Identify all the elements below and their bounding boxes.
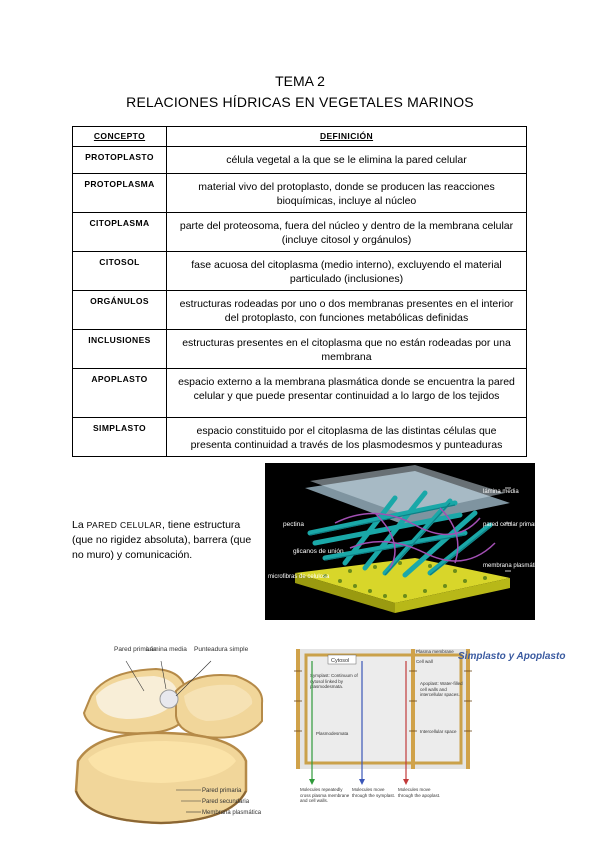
label-membrana-side: Membrana plasmática bbox=[202, 810, 262, 816]
apoplast-description: Apoplast: Water-filled cell walls and intercellular spaces. bbox=[420, 681, 463, 697]
label-lamina-media-top: Lámina media bbox=[146, 646, 187, 653]
label-plasmodesmata: Plasmodesmata bbox=[316, 731, 349, 736]
symplast-description: Symplast: Continuum of cytosol linked by plasmodesmata. bbox=[310, 673, 358, 689]
table-row bbox=[73, 213, 527, 252]
definition-cell: estructuras rodeadas por uno o dos membranas presentes en el interior del protoplasto, con funciones metabólicas definidas bbox=[167, 291, 527, 330]
concept-cell: PROTOPLASMA bbox=[73, 174, 167, 213]
definition-cell: fase acuosa del citoplasma (medio interno), excluyendo el material particulado (inclusiones) bbox=[167, 252, 527, 291]
concept-cell: CITOSOL bbox=[73, 252, 167, 291]
bottom-label-2: Molecules move through the symplast. bbox=[352, 787, 396, 798]
page-title: TEMA 2 bbox=[275, 73, 325, 89]
plasma-membrane-layer bbox=[295, 558, 510, 603]
table-row bbox=[73, 291, 527, 330]
paragraph-term: PARED CELULAR bbox=[86, 520, 163, 530]
label-punteadura: Punteadura simple bbox=[194, 646, 249, 653]
definition-cell: estructuras presentes en el citoplasma que no están rodeadas por una membrana bbox=[167, 330, 527, 369]
definitions-table bbox=[72, 126, 527, 457]
bottom-label-1: Molecules repeatedly cross plasma membrane and cell walls. bbox=[300, 787, 350, 803]
label-pared-secundaria: Pared secundaria bbox=[202, 799, 250, 805]
table-row bbox=[73, 369, 527, 418]
concept-cell: CITOPLASMA bbox=[73, 213, 167, 252]
label-microfibras: microfibras de celulosa bbox=[268, 574, 330, 580]
label-pectina: pectina bbox=[283, 521, 304, 528]
header-definition: DEFINICIÓN bbox=[167, 127, 527, 147]
paragraph-rest: , tiene estructura (que no rigidez absoluta), barrera (que no muro) y comunicación. bbox=[72, 519, 252, 561]
pit-sphere bbox=[160, 690, 178, 708]
page-subtitle: RELACIONES HÍDRICAS EN VEGETALES MARINOS bbox=[126, 94, 474, 110]
table-header-row bbox=[73, 127, 527, 147]
definition-cell: célula vegetal a la que se le elimina la pared celular bbox=[167, 147, 527, 174]
table-row bbox=[73, 252, 527, 291]
definition-cell: espacio externo a la membrana plasmática donde se encuentra la pared celular y que puede presentar continuidad a lo largo de los tejidos bbox=[167, 369, 527, 418]
header-concept: CONCEPTO bbox=[73, 127, 167, 147]
table-row bbox=[73, 418, 527, 457]
bottom-label-3: Molecules move through the apoplast. bbox=[398, 787, 441, 798]
concept-cell: INCLUSIONES bbox=[73, 330, 167, 369]
symplast-apoplast-diagram bbox=[288, 641, 566, 823]
table-row bbox=[73, 174, 527, 213]
label-membrana-plasmatica: membrana plasmática bbox=[483, 563, 543, 569]
concept-cell: PROTOPLASTO bbox=[73, 147, 167, 174]
label-pared-primaria: pared celular primaria bbox=[483, 522, 542, 528]
label-glicanos: glicanos de unión bbox=[293, 548, 344, 555]
concept-cell: APOPLASTO bbox=[73, 369, 167, 418]
definition-cell: espacio constituido por el citoplasma de las distintas células que presenta continuidad a través de los plasmodesmos y punteaduras bbox=[167, 418, 527, 457]
label-cell-wall: Cell wall bbox=[416, 659, 433, 664]
paragraph-prefix: La bbox=[72, 519, 87, 531]
concept-cell: ORGÁNULOS bbox=[73, 291, 167, 330]
concept-cell: SIMPLASTO bbox=[73, 418, 167, 457]
cell-pits-diagram bbox=[66, 641, 271, 831]
label-lamina-media: lámina media bbox=[483, 489, 519, 495]
table-row bbox=[73, 147, 527, 174]
label-pared-primaria-side: Pared primaria bbox=[202, 788, 242, 794]
label-pared-primaria-top: Pared primaria bbox=[114, 646, 157, 653]
definition-cell: material vivo del protoplasto, donde se producen las reacciones bioquímicas, incluye al núcleo bbox=[167, 174, 527, 213]
label-cytosol: Cytosol bbox=[331, 658, 350, 664]
cell-wall-paragraph bbox=[72, 518, 262, 563]
definition-cell: parte del proteosoma, fuera del núcleo y dentro de la membrana celular (incluye citosol y orgánulos) bbox=[167, 213, 527, 252]
label-simplasto: Simplasto y Apoplasto bbox=[458, 651, 566, 662]
label-plasma-membrane: Plasma membrane bbox=[416, 649, 454, 654]
table-row bbox=[73, 330, 527, 369]
cell-wall-diagram bbox=[265, 463, 543, 620]
label-intercellular: Intercellular space bbox=[420, 729, 457, 734]
